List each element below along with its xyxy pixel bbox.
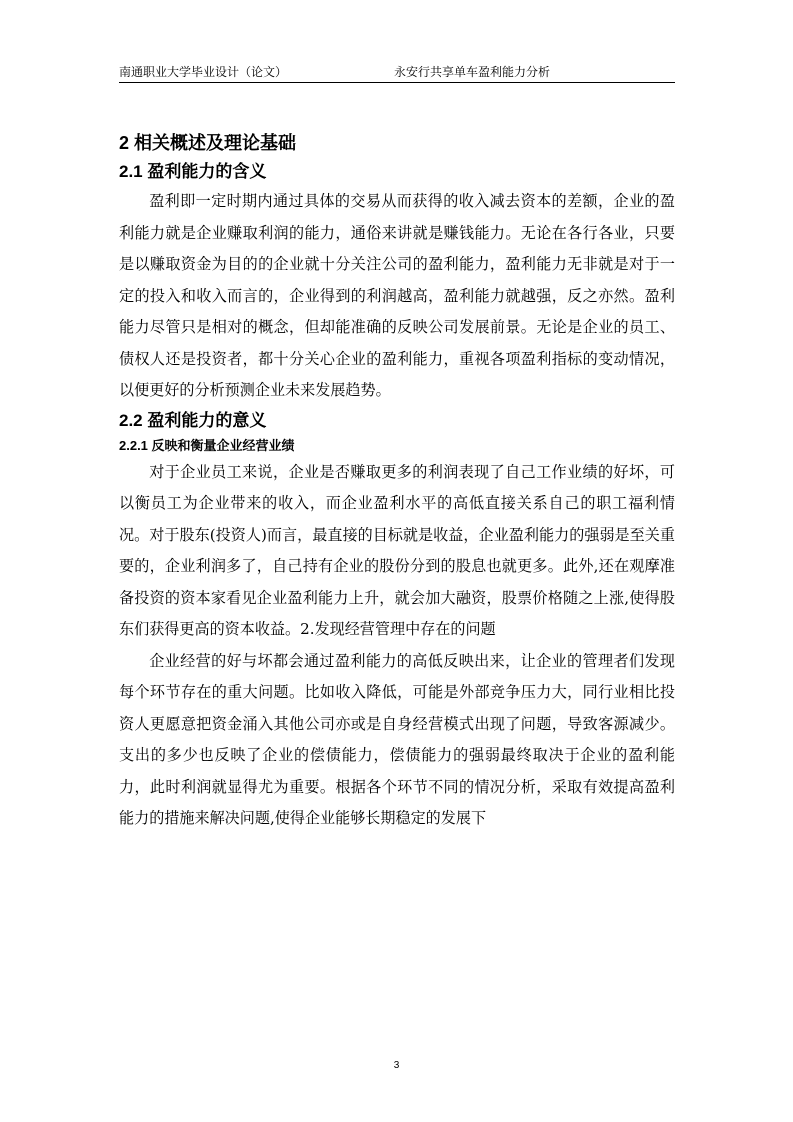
- header-thesis-title: 永安行共享单车盈利能力分析: [394, 65, 551, 79]
- page-header: [119, 62, 675, 82]
- page-content: [119, 128, 675, 835]
- subsection-title-2-2-1: 2.2.1 反映和衡量企业经营业绩: [119, 437, 295, 453]
- section-title-2-1: 2.1 盈利能力的含义: [119, 162, 267, 181]
- subsection-2-2-1-paragraph-2: 企业经营的好与坏都会通过盈利能力的高低反映出来，让企业的管理者们发现每个环节存在的重大问题。比如收入降低，可能是外部竞争压力大，同行业相比投资人更愿意把资金涌入其他公司亦或是自身经营模式出现了问题，导致客源减少。支出的多少也反映了企业的偿债能力，偿债能力的强弱最终取决于企业的盈利能力，此时利润就显得尤为重要。根据各个环节不同的情况分析，采取有效提高盈利能力的措施来解决问题,使得企业能够长期稳定的发展下: [119, 651, 675, 827]
- section-2-1-paragraph: 盈利即一定时期内通过具体的交易从而获得的收入减去资本的差额，企业的盈利能力就是企业赚取利润的能力，通俗来讲就是赚钱能力。无论在各行各业，只要是以赚取资金为目的的企业就十分关注公司的盈利能力，盈利能力无非就是对于一定的投入和收入而言的，企业得到的利润越高，盈利能力就越强，反之亦然。盈利能力尽管只是相对的概念，但却能准确的反映公司发展前景。无论是企业的员工、债权人还是投资者，都十分关心企业的盈利能力，重视各项盈利指标的变动情况，以便更好的分析预测企业未来发展趋势。: [119, 192, 675, 399]
- subsection-2-2-1-paragraph-1: 对于企业员工来说，企业是否赚取更多的利润表现了自己工作业绩的好坏，可以衡员工为企业带来的收入，而企业盈利水平的高低直接关系自己的职工福利情况。对于股东(投资人)而言，最直接的目标就是收益，企业盈利能力的强弱是至关重要的，企业利润多了，自己持有企业的股份分到的股息也就更多。此外,还在观摩准备投资的资本家看见企业盈利能力上升，就会加大融资，股票价格随之上涨,使得股东们获得更高的资本收益。2.发现经营管理中存在的问题: [119, 462, 675, 638]
- section-title-2-2: 2.2 盈利能力的意义: [119, 410, 267, 430]
- chapter-title: 2 相关概述及理论基础: [119, 133, 297, 153]
- header-thesis-label: 南通职业大学毕业设计（论文）: [119, 65, 288, 79]
- page-number: 3: [393, 1060, 400, 1071]
- header-divider: [119, 82, 675, 83]
